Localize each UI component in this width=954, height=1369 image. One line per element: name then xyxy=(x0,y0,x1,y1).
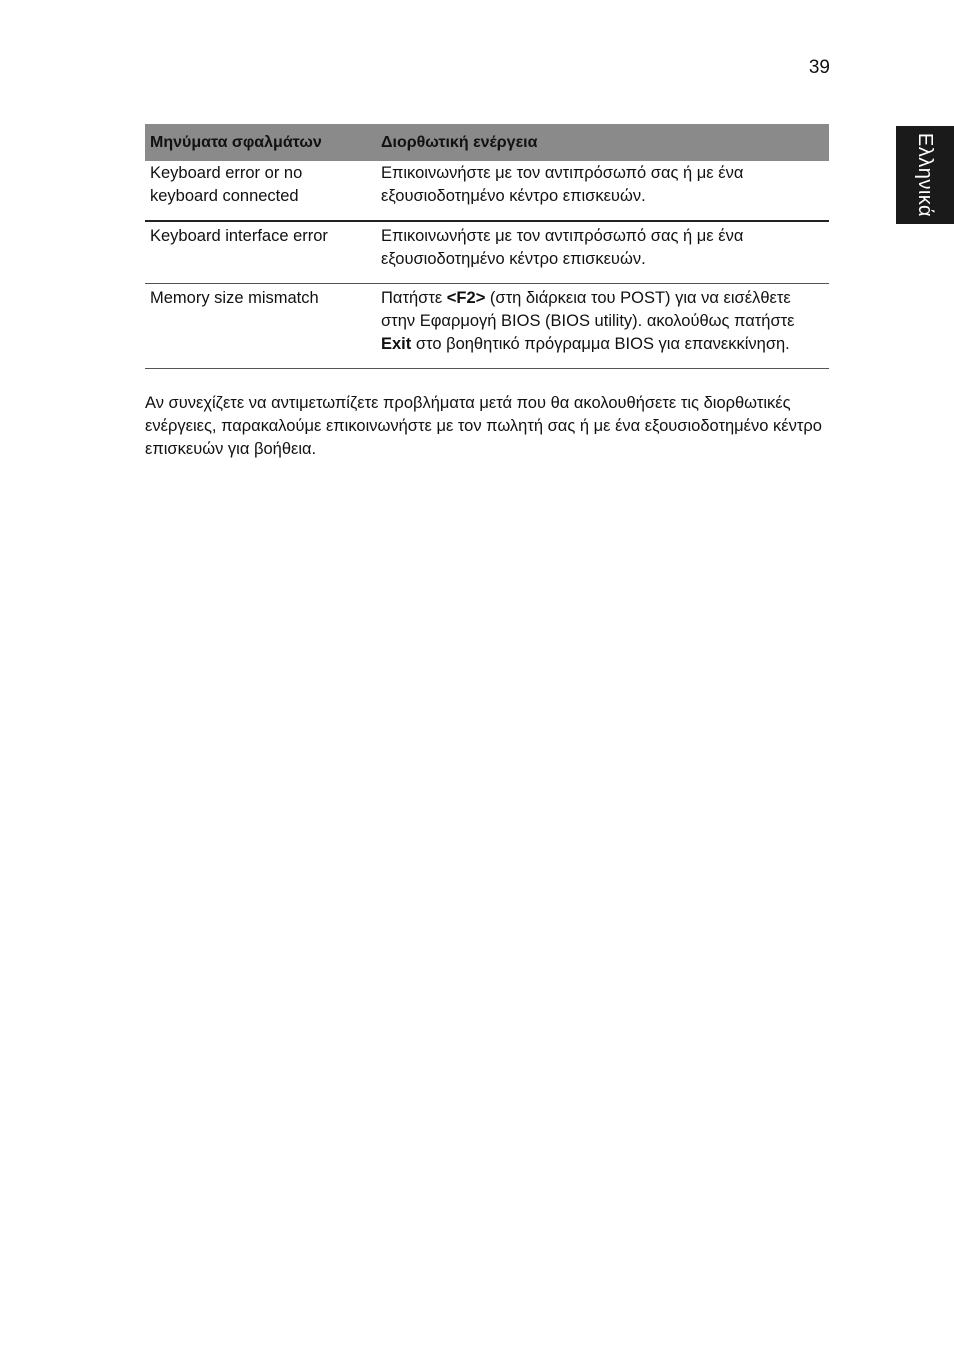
action-text: Πατήστε xyxy=(381,289,447,307)
exit-key: Exit xyxy=(381,335,412,353)
table-row xyxy=(145,221,829,284)
language-side-tab-label: Ελληνικά xyxy=(914,132,937,218)
error-cell: Keyboard error or no keyboard connected xyxy=(145,161,376,221)
page-number: 39 xyxy=(808,57,830,78)
help-note-paragraph: Αν συνεχίζετε να αντιμετωπίζετε προβλήματα μετά που θα ακολουθήσετε τις διορθωτικές ενέργειες, παρακαλούμε επικοινωνήστε με τον πωλητή σας ή με ένα εξουσιοδοτημένο κέντρο επισκευών για βοήθεια. xyxy=(145,394,822,458)
f2-key: <F2> xyxy=(446,289,486,307)
table-header-row xyxy=(145,124,829,161)
table-row xyxy=(145,284,829,369)
action-text: (στη διάρκεια του POST) για να εισέλθετε στην Εφαρμογή BIOS (BIOS utility). ακολούθως πατήστε xyxy=(381,289,795,330)
header-error-messages: Μηνύματα σφαλμάτων xyxy=(145,124,376,161)
action-cell xyxy=(376,284,829,369)
language-side-tab xyxy=(896,126,954,224)
error-messages-table xyxy=(145,124,829,369)
error-cell: Keyboard interface error xyxy=(145,221,376,284)
action-cell: Επικοινωνήστε με τον αντιπρόσωπό σας ή με ένα εξουσιοδοτημένο κέντρο επισκευών. xyxy=(376,221,829,284)
table-row xyxy=(145,161,829,221)
header-corrective-action: Διορθωτική ενέργεια xyxy=(376,124,829,161)
action-cell: Επικοινωνήστε με τον αντιπρόσωπό σας ή με ένα εξουσιοδοτημένο κέντρο επισκευών. xyxy=(376,161,829,221)
error-cell: Memory size mismatch xyxy=(145,284,376,369)
action-text: στο βοηθητικό πρόγραμμα BIOS για επανεκκίνηση. xyxy=(411,335,790,353)
